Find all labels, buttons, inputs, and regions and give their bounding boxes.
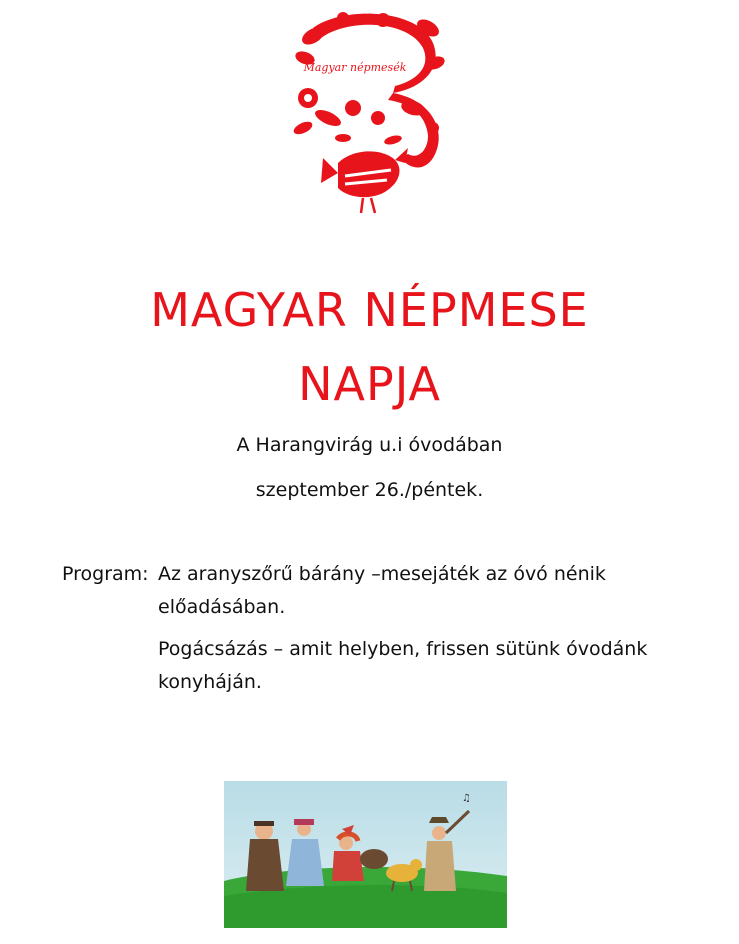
folk-tale-illustration xyxy=(224,781,507,928)
program-item: Pogácsázás – amit helyben, frissen sütünk óvodánk konyháján. xyxy=(158,638,648,693)
svg-text:♫: ♫ xyxy=(462,793,471,804)
venue-text: A Harangvirág u.i óvodában xyxy=(236,434,503,456)
folk-ornament-logo xyxy=(283,8,453,218)
logo-text: Magyar népmesék xyxy=(303,61,407,74)
page-title-line2: NAPJA xyxy=(298,357,441,411)
date-text: szeptember 26./péntek. xyxy=(255,479,484,501)
program-item: Az aranyszőrű bárány –mesejáték az óvó nénik előadásában. xyxy=(158,563,606,618)
page-title-line1: MAGYAR NÉPMESE xyxy=(150,283,589,337)
program-label: Program: xyxy=(62,563,149,585)
